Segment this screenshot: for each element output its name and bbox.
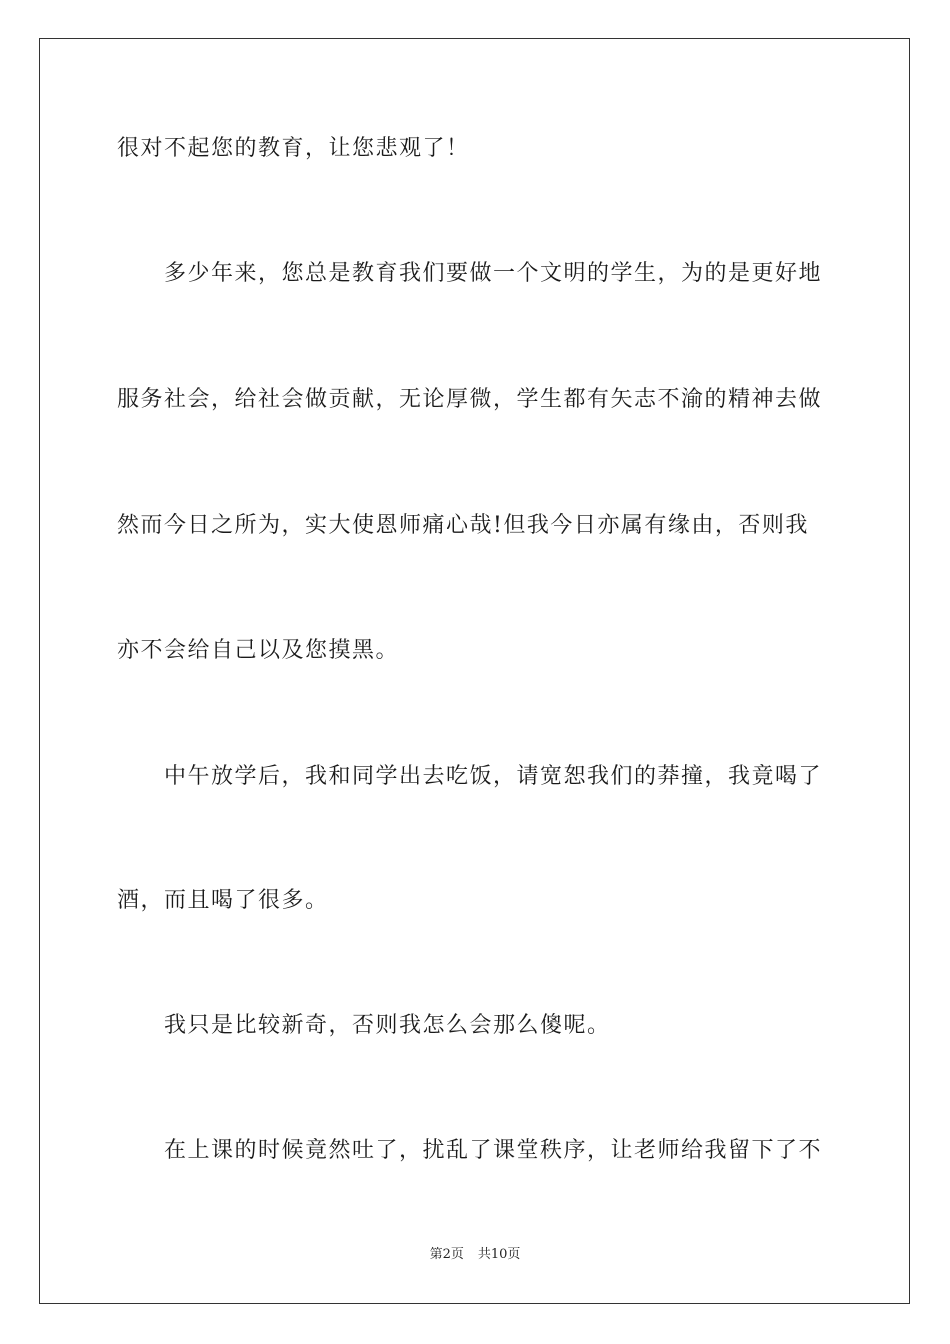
page-total: 共10页 [477,1247,521,1262]
page-number: 第2页 [429,1247,464,1262]
text-line: 亦不会给自己以及您摸黑。 [117,638,400,663]
text-line: 酒，而且喝了很多。 [117,888,329,913]
text-line: 然而今日之所为，实大使恩师痛心哉!但我今日亦属有缘由，否则我 [117,513,809,538]
text-line: 很对不起您的教育，让您悲观了！ [117,136,470,161]
paragraph-line: 在上课的时候竟然吐了，扰乱了课堂秩序，让老师给我留下了不 [164,1138,823,1163]
page-footer [0,1246,950,1264]
text-line: 服务社会，给社会做贡献，无论厚微，学生都有矢志不渝的精神去做 [117,387,823,412]
page-border [39,38,910,1304]
paragraph-line: 中午放学后，我和同学出去吃饭，请宽恕我们的莽撞，我竟喝了 [164,764,823,789]
paragraph-line: 我只是比较新奇，否则我怎么会那么傻呢。 [164,1013,611,1038]
paragraph-line: 多少年来，您总是教育我们要做一个文明的学生，为的是更好地 [164,261,823,286]
